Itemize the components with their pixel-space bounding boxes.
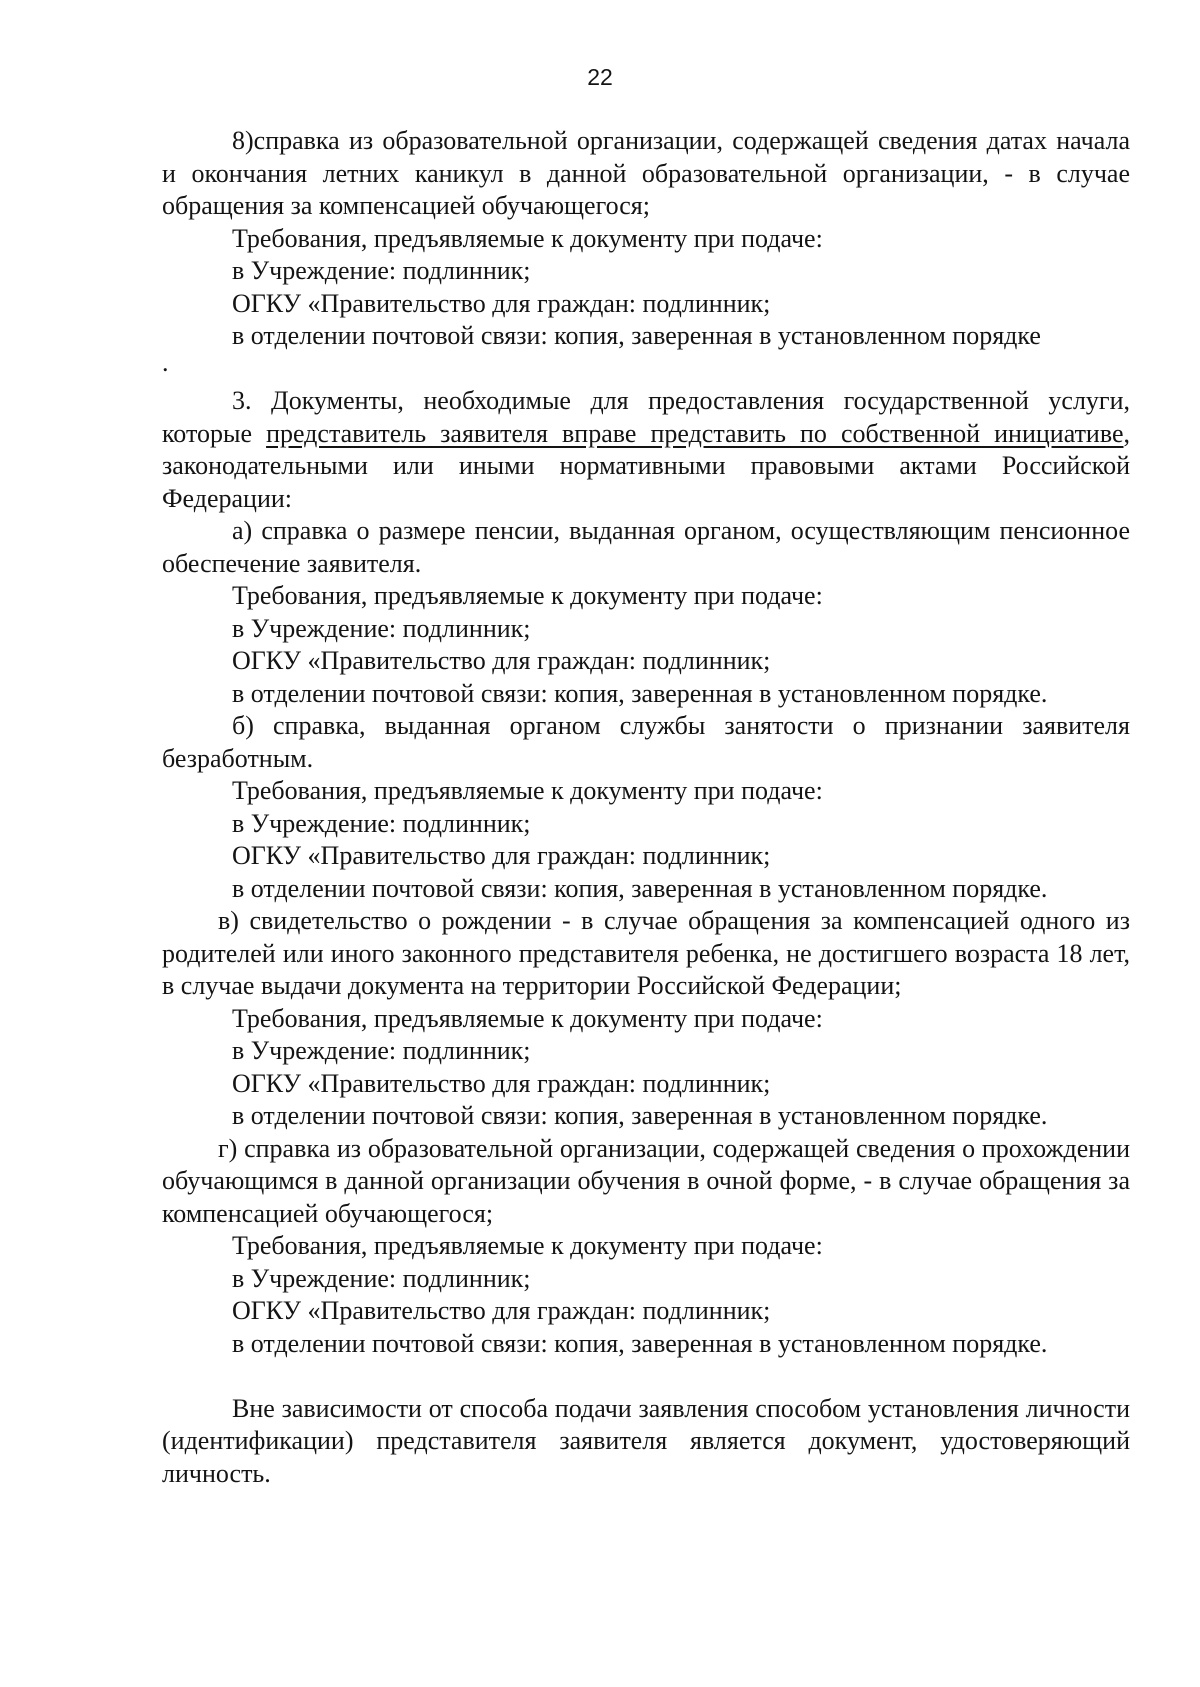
requirement-institution: в Учреждение: подлинник; <box>232 256 531 285</box>
requirement-post: в отделении почтовой связи: копия, заверенная в установленном порядке. <box>232 1101 1048 1130</box>
requirement-ogku: ОГКУ «Правительство для граждан: подлинник; <box>232 1296 771 1325</box>
requirements-heading: Требования, предъявляемые к документу при подаче: <box>232 581 823 610</box>
section-3-underlined: представитель заявителя вправе представить по собственной инициативе <box>266 418 1124 448</box>
requirements-heading: Требования, предъявляемые к документу при подаче: <box>232 1003 823 1033</box>
spacer <box>162 1360 1130 1393</box>
requirement-ogku: ОГКУ «Правительство для граждан: подлинник; <box>232 841 771 870</box>
section-3-lead: 3. Документы, необходимые для предоставления государственной услуги, которые <box>162 386 1130 448</box>
item-g-paragraph: г) справка из образовательной организации, содержащей сведения о прохождении обучающимся в данной организации обучения в очной форме, - в случае обращения за компенсацией обучающегося; <box>162 1133 1130 1228</box>
requirement-ogku: ОГКУ «Правительство для граждан: подлинник; <box>232 1068 771 1098</box>
section-3-paragraph <box>162 385 1130 515</box>
requirement-post: в отделении почтовой связи: копия, заверенная в установленном порядке. <box>232 873 1048 903</box>
section-3-tail: , законодательными или иными нормативными правовыми актами Российской Федерации: <box>162 418 1131 513</box>
requirement-ogku: ОГКУ «Правительство для граждан: подлинник; <box>232 288 771 318</box>
document-body <box>162 125 1130 1490</box>
requirement-post: в отделении почтовой связи: копия, заверенная в установленном порядке. <box>232 1328 1048 1358</box>
page-number: 22 <box>587 64 613 90</box>
requirements-heading: Требования, предъявляемые к документу при подаче: <box>232 776 823 805</box>
stray-dot: . <box>162 347 169 377</box>
item-b-paragraph: б) справка, выданная органом службы занятости о признании заявителя безработным. <box>162 711 1130 773</box>
requirements-heading: Требования, предъявляемые к документу при подаче: <box>232 223 823 253</box>
requirement-ogku: ОГКУ «Правительство для граждан: подлинник; <box>232 646 771 675</box>
requirement-institution: в Учреждение: подлинник; <box>232 1036 531 1065</box>
item-v-paragraph: в) свидетельство о рождении - в случае обращения за компенсацией одного из родителей или иного законного представителя ребенка, не достигшего возраста 18 лет, в случае выдачи документа на территории Российской Федерации; <box>162 906 1130 1000</box>
item-8-paragraph: 8)справка из образовательной организации, содержащей сведения датах начала и окончания летних каникул в данной образовательной организации, - в случае обращения за компенсацией обучающегося; <box>162 126 1130 220</box>
requirement-institution: в Учреждение: подлинник; <box>232 613 531 643</box>
requirement-post: в отделении почтовой связи: копия, заверенная в установленном порядке. <box>232 678 1048 708</box>
item-a-paragraph: а) справка о размере пенсии, выданная органом, осуществляющим пенсионное обеспечение заявителя. <box>162 516 1130 578</box>
requirement-institution: в Учреждение: подлинник; <box>232 808 531 838</box>
closing-paragraph: Вне зависимости от способа подачи заявления способом установления личности (идентификации) представителя заявителя является документ, удостоверяющий личность. <box>162 1393 1130 1488</box>
requirement-post: в отделении почтовой связи: копия, заверенная в установленном порядке <box>232 321 1041 350</box>
requirement-institution: в Учреждение: подлинник; <box>232 1263 531 1293</box>
requirements-heading: Требования, предъявляемые к документу при подаче: <box>232 1231 823 1260</box>
